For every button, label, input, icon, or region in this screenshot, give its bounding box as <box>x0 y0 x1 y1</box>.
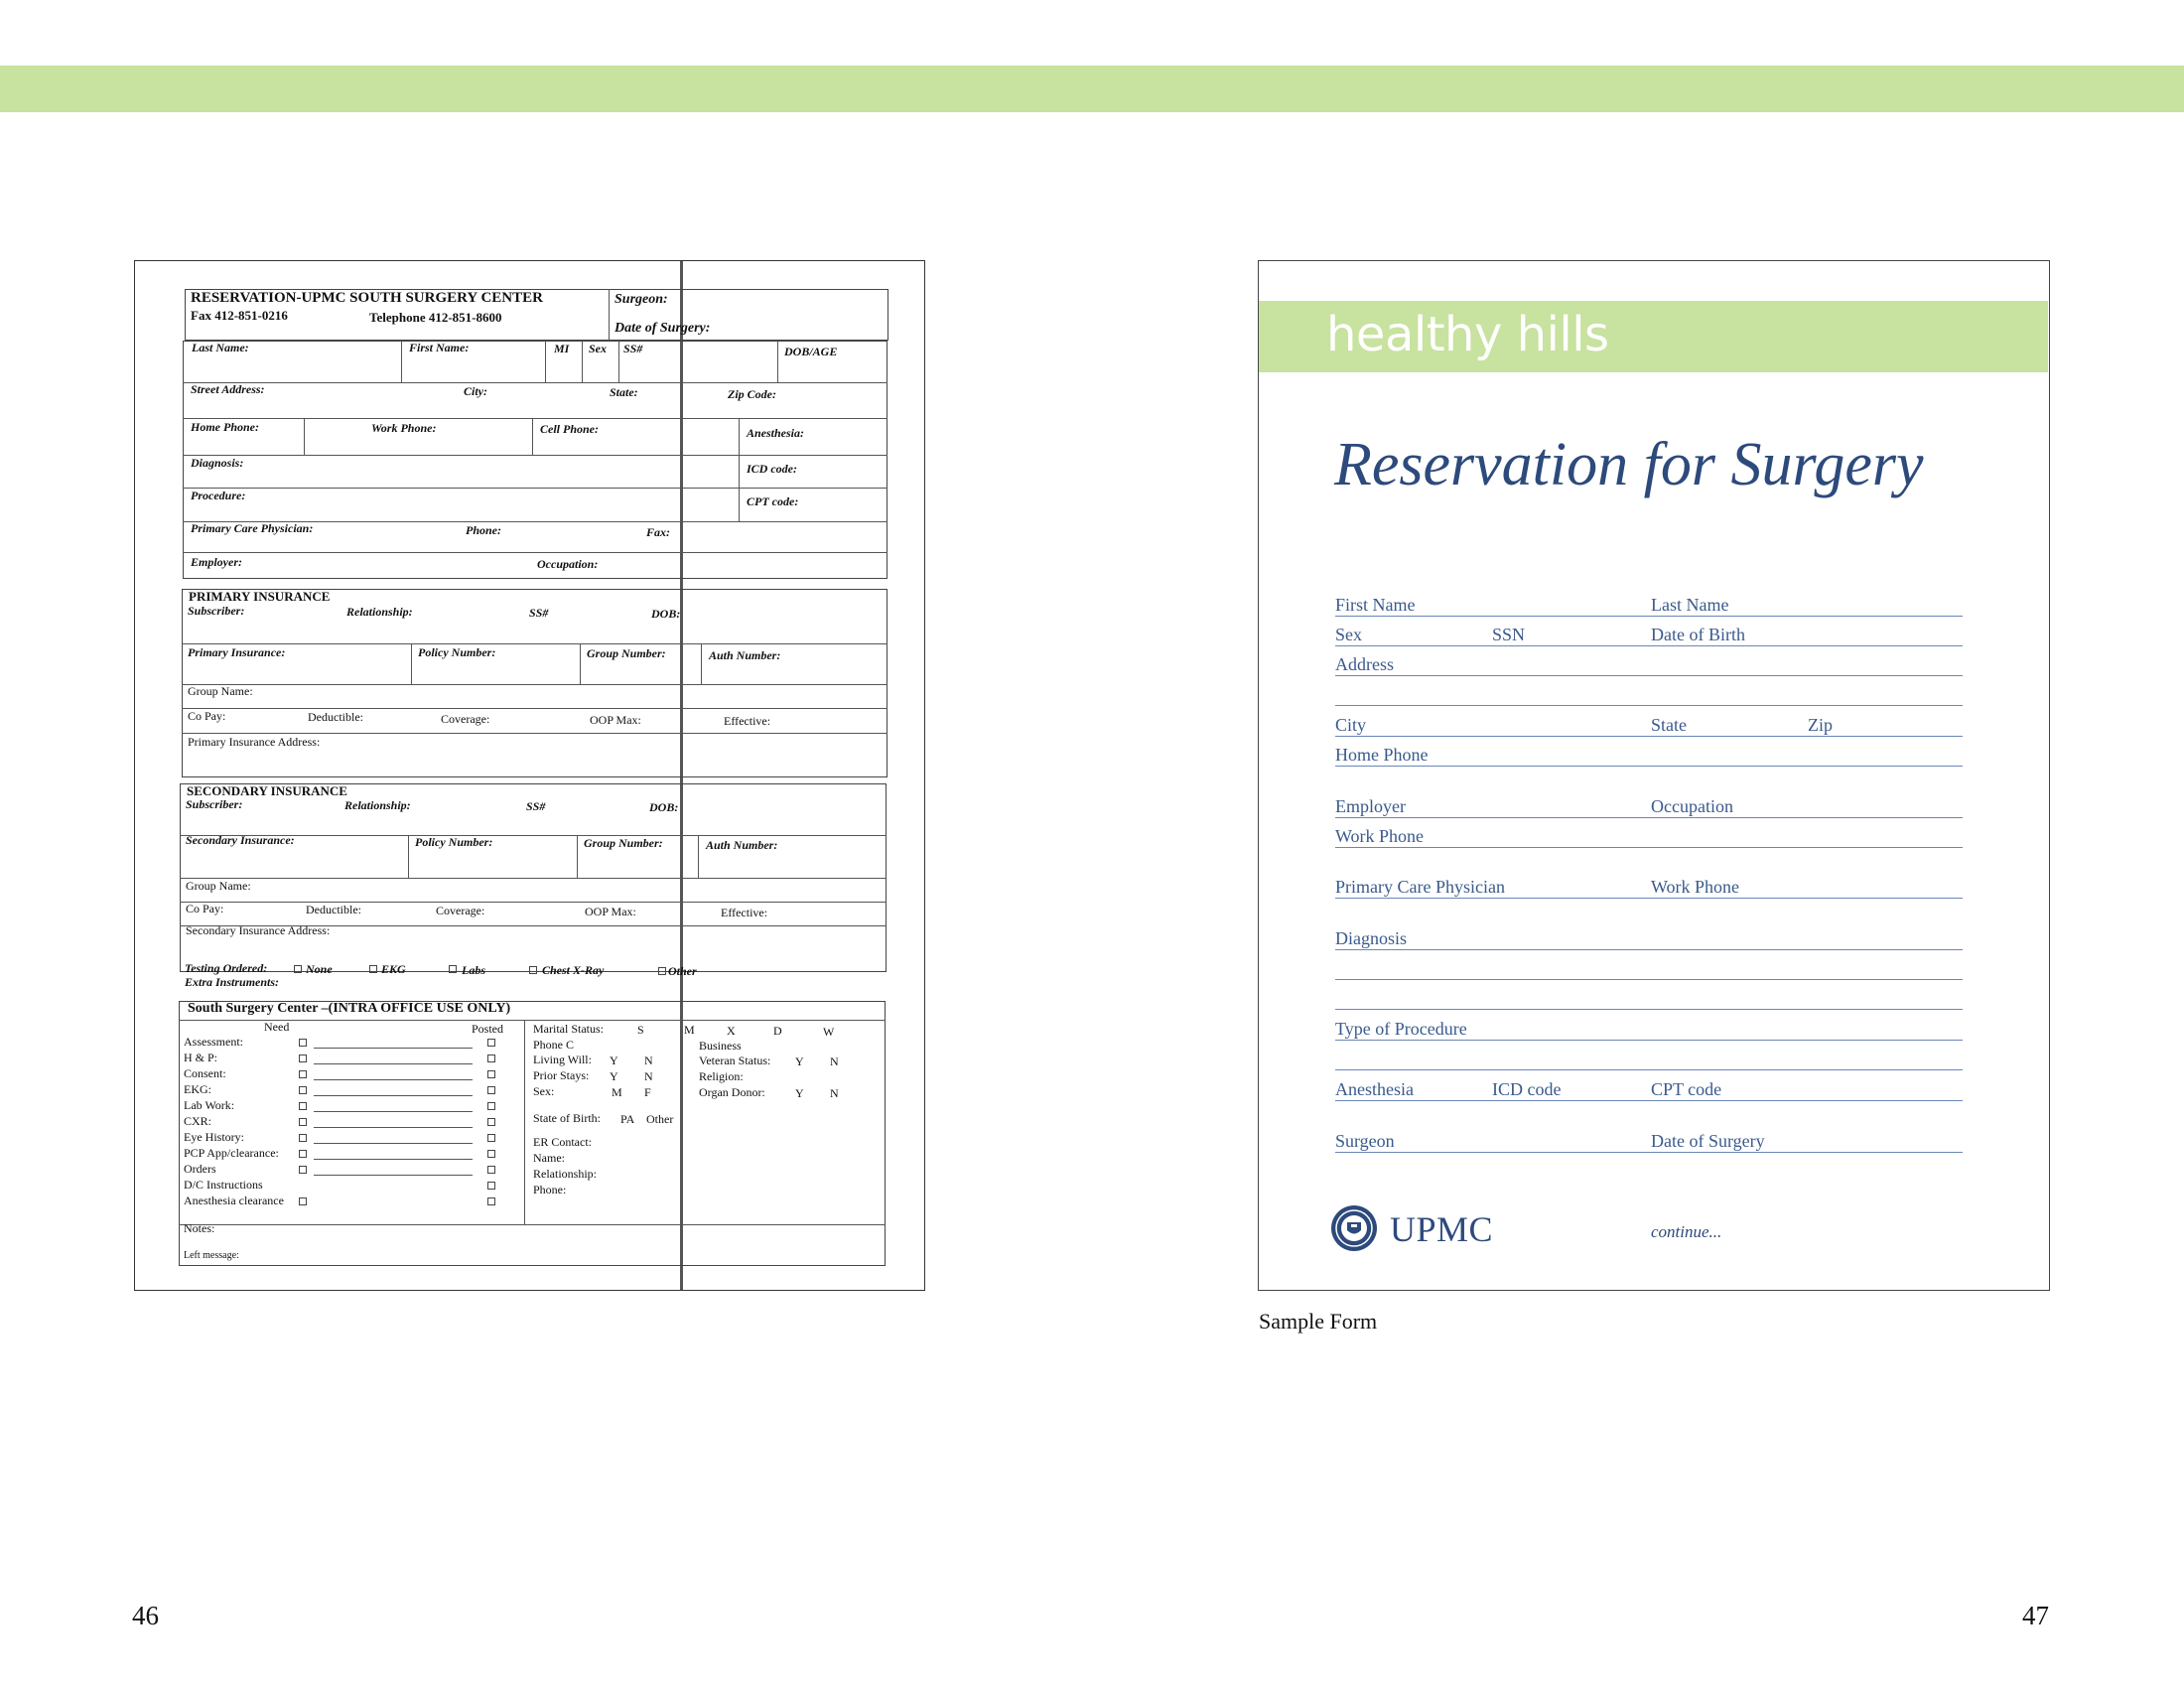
checklist-item: D/C Instructions <box>184 1178 263 1192</box>
icd-label: ICD code: <box>747 462 797 476</box>
checkbox-icon <box>487 1150 495 1158</box>
left-message-label: Left message: <box>184 1250 239 1261</box>
need-header: Need <box>264 1020 290 1034</box>
testing-ekg-label: EKG <box>381 962 406 976</box>
figure-caption: Sample Form <box>1259 1309 1378 1334</box>
form-row-line <box>1335 898 1963 899</box>
organ-donor-y: Y <box>795 1086 804 1100</box>
dob-field: Date of Birth <box>1651 625 1745 644</box>
veteran-n: N <box>830 1055 839 1068</box>
checkbox-icon <box>299 1070 307 1078</box>
checkbox-icon <box>299 1197 307 1205</box>
secondary-insurance-label: Secondary Insurance: <box>186 833 295 847</box>
state-of-birth-pa: PA <box>620 1112 635 1126</box>
form-row-line <box>1335 1152 1963 1153</box>
checklist-item: EKG: <box>184 1082 211 1096</box>
form-row-line <box>1335 817 1963 818</box>
procedure-label: Procedure: <box>191 489 246 502</box>
primary-deductible-label: Deductible: <box>308 710 363 724</box>
form-row-line <box>1335 847 1963 848</box>
scanned-reservation-form <box>134 260 925 1291</box>
phone-c-label: Phone C <box>533 1038 575 1052</box>
primary-policy-label: Policy Number: <box>418 645 496 659</box>
form-row-line <box>1335 1100 1963 1101</box>
diagnosis-label: Diagnosis: <box>191 456 244 470</box>
testing-chest-label: Chest X-Ray <box>542 963 605 977</box>
cell-phone-label: Cell Phone: <box>540 422 599 436</box>
header-green-band <box>0 66 2184 112</box>
anesthesia-field: Anesthesia <box>1335 1079 1414 1099</box>
date-of-surgery-field: Date of Surgery <box>1651 1131 1765 1151</box>
office-use-title: South Surgery Center –(INTRA OFFICE USE ONLY) <box>188 1001 511 1016</box>
checkbox-icon <box>299 1055 307 1062</box>
ssn-field: SSN <box>1492 625 1526 644</box>
living-will-y: Y <box>610 1054 618 1067</box>
state-field: State <box>1651 715 1687 735</box>
business-label: Business <box>699 1039 742 1053</box>
zip-label: Zip Code: <box>728 387 776 401</box>
home-phone-field: Home Phone <box>1335 745 1429 765</box>
occupation-label: Occupation: <box>537 557 599 571</box>
checkbox-icon <box>299 1166 307 1174</box>
secondary-policy-label: Policy Number: <box>415 835 493 849</box>
first-name-field: First Name <box>1335 595 1416 615</box>
form-row-line <box>1335 979 1963 980</box>
form-row-line <box>1335 616 1963 617</box>
last-name-field: Last Name <box>1651 595 1729 615</box>
work-phone-label: Work Phone: <box>371 421 437 435</box>
testing-labs-label: Labs <box>462 963 485 977</box>
occupation-field: Occupation <box>1651 796 1733 816</box>
checklist-item: Anesthesia clearance <box>184 1194 284 1207</box>
diagnosis-field: Diagnosis <box>1335 928 1407 948</box>
checklist-item: CXR: <box>184 1114 212 1128</box>
secondary-oop-label: OOP Max: <box>585 905 636 918</box>
living-will-label: Living Will: <box>533 1053 592 1066</box>
fax-number: Fax 412-851-0216 <box>191 308 288 323</box>
organ-donor-n: N <box>830 1086 839 1100</box>
checkbox-icon <box>299 1102 307 1110</box>
checkbox-icon <box>294 965 302 973</box>
checklist-item: Orders <box>184 1162 216 1176</box>
secondary-group-name-label: Group Name: <box>186 879 251 893</box>
checklist-item: H & P: <box>184 1051 218 1064</box>
secondary-dob-label: DOB: <box>649 800 679 814</box>
ss-label: SS# <box>623 342 643 355</box>
checkbox-icon <box>299 1086 307 1094</box>
primary-subscriber-label: Subscriber: <box>188 604 245 618</box>
form-row-line <box>1335 1040 1963 1041</box>
marital-status-label: Marital Status: <box>533 1022 604 1036</box>
secondary-subscriber-label: Subscriber: <box>186 797 243 811</box>
pcp-work-phone-field: Work Phone <box>1651 877 1740 897</box>
checkbox-icon <box>487 1102 495 1110</box>
marital-option: S <box>637 1023 644 1037</box>
checklist-item: PCP App/clearance: <box>184 1146 279 1160</box>
prior-stays-label: Prior Stays: <box>533 1068 590 1082</box>
secondary-group-label: Group Number: <box>584 836 663 850</box>
city-label: City: <box>464 384 487 398</box>
er-name-label: Name: <box>533 1151 565 1165</box>
primary-relationship-label: Relationship: <box>346 605 413 619</box>
checkbox-icon <box>299 1118 307 1126</box>
primary-auth-label: Auth Number: <box>709 648 781 662</box>
posted-header: Posted <box>472 1022 504 1036</box>
primary-group-label: Group Number: <box>587 646 666 660</box>
marital-option: X <box>727 1024 736 1038</box>
date-of-surgery-label: Date of Surgery: <box>614 321 711 336</box>
primary-ss-label: SS# <box>529 606 549 620</box>
sex-field: Sex <box>1335 625 1362 644</box>
er-phone-label: Phone: <box>533 1183 567 1196</box>
checkbox-icon <box>299 1134 307 1142</box>
primary-coverage-label: Coverage: <box>441 712 490 726</box>
form-row-line <box>1335 949 1963 950</box>
cpt-field: CPT code <box>1651 1079 1722 1099</box>
form-title: Reservation for Surgery <box>1334 431 1924 498</box>
prior-stays-n: N <box>644 1069 653 1083</box>
checklist-item: Consent: <box>184 1066 226 1080</box>
pcp-fax-label: Fax: <box>646 525 670 539</box>
form-row-line <box>1335 675 1963 676</box>
checkbox-icon <box>299 1039 307 1047</box>
brand-title: healthy hills <box>1326 307 1609 362</box>
work-phone-field: Work Phone <box>1335 826 1425 846</box>
pcp-field: Primary Care Physician <box>1335 877 1505 897</box>
surgeon-label: Surgeon: <box>614 292 668 307</box>
living-will-n: N <box>644 1054 653 1067</box>
sample-reservation-form <box>1258 260 2050 1291</box>
primary-copay-label: Co Pay: <box>188 709 226 723</box>
street-label: Street Address: <box>191 382 265 396</box>
city-field: City <box>1335 715 1367 735</box>
checkbox-icon <box>487 1118 495 1126</box>
checkbox-icon <box>487 1039 495 1047</box>
testing-ordered-label: Testing Ordered: <box>185 961 268 975</box>
secondary-address-label: Secondary Insurance Address: <box>186 923 331 937</box>
marital-option: M <box>684 1023 695 1037</box>
pcp-label: Primary Care Physician: <box>191 521 314 535</box>
pcp-phone-label: Phone: <box>466 523 501 537</box>
veteran-label: Veteran Status: <box>699 1054 771 1067</box>
checkbox-icon <box>487 1197 495 1205</box>
secondary-relationship-label: Relationship: <box>344 798 411 812</box>
checkbox-icon <box>487 1134 495 1142</box>
testing-none-label: None <box>306 962 333 976</box>
secondary-auth-label: Auth Number: <box>706 838 778 852</box>
sex-label: Sex <box>589 342 607 355</box>
primary-effective-label: Effective: <box>724 714 771 728</box>
form-row-line <box>1335 736 1963 737</box>
secondary-coverage-label: Coverage: <box>436 904 485 917</box>
telephone-number: Telephone 412-851-8600 <box>369 310 502 325</box>
secondary-insurance-title: SECONDARY INSURANCE <box>187 783 347 798</box>
primary-insurance-title: PRIMARY INSURANCE <box>189 589 331 604</box>
mi-label: MI <box>554 342 570 355</box>
checkbox-icon <box>449 965 457 973</box>
form-row-line <box>1335 1009 1963 1010</box>
first-name-label: First Name: <box>409 341 470 354</box>
cpt-label: CPT code: <box>747 494 799 508</box>
religion-label: Religion: <box>699 1069 744 1083</box>
sex-label-office: Sex: <box>533 1084 555 1098</box>
primary-group-name-label: Group Name: <box>188 684 253 698</box>
dob-age-label: DOB/AGE <box>784 345 838 358</box>
upmc-logo-text: UPMC <box>1390 1209 1494 1249</box>
home-phone-label: Home Phone: <box>191 420 259 434</box>
checklist-item: Assessment: <box>184 1035 243 1049</box>
state-of-birth-label: State of Birth: <box>533 1111 601 1125</box>
checkbox-icon <box>487 1055 495 1062</box>
er-contact-label: ER Contact: <box>533 1135 592 1149</box>
university-seal-icon <box>1330 1204 1378 1252</box>
surgeon-field: Surgeon <box>1335 1131 1395 1151</box>
sex-f: F <box>644 1085 651 1099</box>
sex-m: M <box>612 1085 622 1099</box>
page-number-right: 47 <box>2022 1601 2049 1630</box>
form-row-line <box>1335 705 1963 706</box>
checklist-item: Eye History: <box>184 1130 244 1144</box>
checkbox-icon <box>487 1166 495 1174</box>
marital-option: D <box>773 1024 782 1038</box>
form-row-line <box>1335 1069 1963 1070</box>
er-relationship-label: Relationship: <box>533 1167 597 1181</box>
primary-address-label: Primary Insurance Address: <box>188 735 321 749</box>
checkbox-icon <box>369 965 377 973</box>
prior-stays-y: Y <box>610 1069 618 1083</box>
veteran-y: Y <box>795 1055 804 1068</box>
checkbox-icon <box>658 967 666 975</box>
marital-option: W <box>823 1025 835 1039</box>
organ-donor-label: Organ Donor: <box>699 1085 765 1099</box>
procedure-field: Type of Procedure <box>1335 1019 1467 1039</box>
checkbox-icon <box>529 966 537 974</box>
last-name-label: Last Name: <box>192 341 249 354</box>
checkbox-icon <box>487 1070 495 1078</box>
checklist-item: Lab Work: <box>184 1098 235 1112</box>
checkbox-icon <box>487 1086 495 1094</box>
testing-other-label: Other <box>668 964 697 978</box>
primary-insurance-label: Primary Insurance: <box>188 645 286 659</box>
checkbox-icon <box>487 1182 495 1190</box>
checkbox-icon <box>299 1150 307 1158</box>
state-of-birth-other: Other <box>646 1112 674 1126</box>
icd-field: ICD code <box>1492 1079 1562 1099</box>
primary-dob-label: DOB: <box>651 607 681 621</box>
extra-instruments-label: Extra Instruments: <box>185 975 280 989</box>
notes-label: Notes: <box>184 1221 215 1235</box>
address-field: Address <box>1335 654 1394 674</box>
employer-label: Employer: <box>191 555 242 569</box>
secondary-copay-label: Co Pay: <box>186 902 224 915</box>
form-header-title: RESERVATION-UPMC SOUTH SURGERY CENTER <box>191 290 543 306</box>
page-number-left: 46 <box>132 1601 159 1630</box>
zip-field: Zip <box>1808 715 1833 735</box>
anesthesia-label: Anesthesia: <box>747 426 805 440</box>
continue-label: continue... <box>1651 1222 1722 1241</box>
employer-field: Employer <box>1335 796 1406 816</box>
form-row-line <box>1335 766 1963 767</box>
secondary-effective-label: Effective: <box>721 906 768 919</box>
secondary-ss-label: SS# <box>526 799 546 813</box>
state-label: State: <box>610 385 638 399</box>
secondary-deductible-label: Deductible: <box>306 903 361 916</box>
primary-oop-label: OOP Max: <box>590 713 641 727</box>
form-row-line <box>1335 645 1963 646</box>
